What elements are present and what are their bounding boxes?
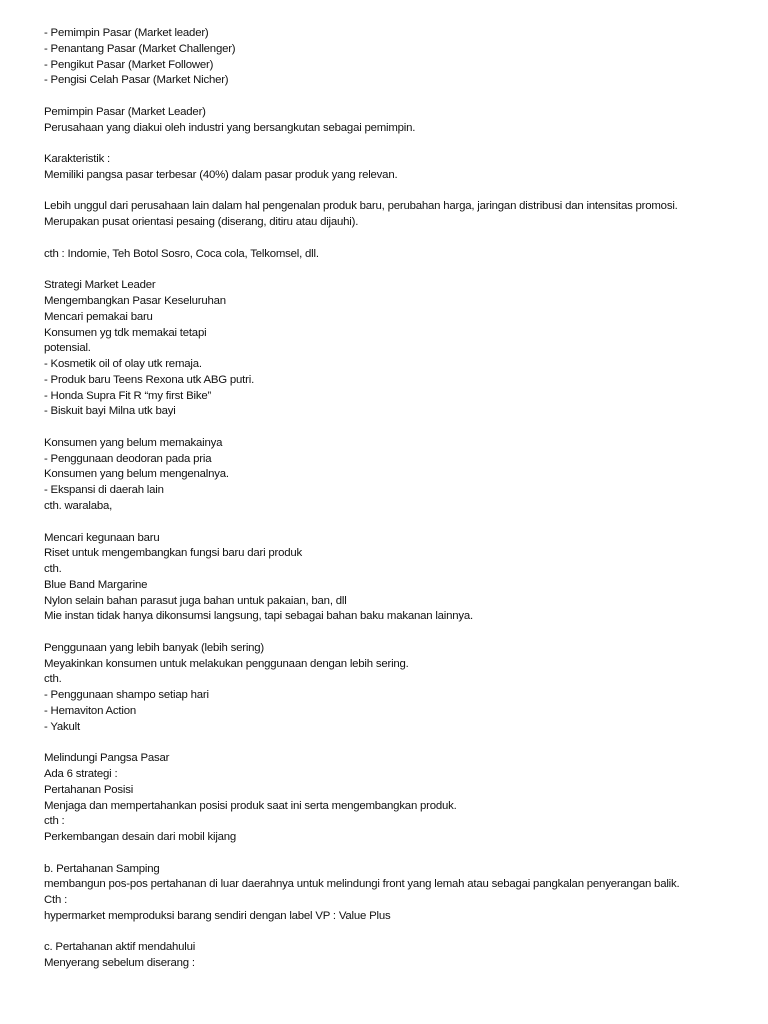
text-line: Pemimpin Pasar (Market Leader) [44, 105, 206, 118]
blank-line [44, 515, 744, 531]
text-line: Mencari pemakai baru [44, 310, 153, 323]
text-line: Mie instan tidak hanya dikonsumsi langsung, tapi sebagai bahan baku makanan lainnya. [44, 610, 473, 623]
text-line: - Penantang Pasar (Market Challenger) [44, 42, 236, 55]
text-line: hypermarket memproduksi barang sendiri dengan label VP : Value Plus [44, 909, 391, 922]
text-line: Menjaga dan mempertahankan posisi produk saat ini serta mengembangkan produk. [44, 799, 457, 812]
text-line: Merupakan pusat orientasi pesaing (diserang, ditiru atau dijauhi). [44, 216, 359, 229]
text-line: - Penggunaan shampo setiap hari [44, 689, 209, 702]
blank-line [44, 136, 744, 152]
text-line: Ada 6 strategi : [44, 767, 118, 780]
text-line: - Yakult [44, 720, 80, 733]
text-line: cth : Indomie, Teh Botol Sosro, Coca cola, Telkomsel, dll. [44, 247, 319, 260]
text-line: Penggunaan yang lebih banyak (lebih sering) [44, 641, 265, 654]
text-line: Mencari kegunaan baru [44, 531, 160, 544]
text-line: Strategi Market Leader [44, 279, 156, 292]
text-line: cth. [44, 673, 62, 686]
blank-line [44, 625, 744, 641]
blank-line [44, 420, 744, 436]
text-line: - Ekspansi di daerah lain [44, 484, 164, 497]
text-line: Riset untuk mengembangkan fungsi baru dari produk [44, 547, 303, 560]
text-line: Lebih unggul dari perusahaan lain dalam hal pengenalan produk baru, perubahan harga, jaringan distribusi dan intensitas promosi. [44, 200, 678, 213]
text-line: Perkembangan desain dari mobil kijang [44, 831, 237, 844]
text-line: membangun pos-pos pertahanan di luar daerahnya untuk melindungi front yang lemah atau sebagai pangkalan penyerangan balik. [44, 878, 680, 891]
text-line: Cth : [44, 894, 68, 907]
text-line: Melindungi Pangsa Pasar [44, 752, 170, 765]
text-line: - Produk baru Teens Rexona utk ABG putri. [44, 373, 255, 386]
text-line: - Penggunaan deodoran pada pria [44, 452, 212, 465]
text-line: - Hemaviton Action [44, 704, 136, 717]
text-line: - Biskuit bayi Milna utk bayi [44, 405, 176, 418]
blank-line [44, 925, 744, 941]
text-line: Perusahaan yang diakui oleh industri yang bersangkutan sebagai pemimpin. [44, 121, 416, 134]
text-line: Mengembangkan Pasar Keseluruhan [44, 295, 226, 308]
text-line: - Pengikut Pasar (Market Follower) [44, 58, 214, 71]
text-line: - Pengisi Celah Pasar (Market Nicher) [44, 74, 229, 87]
text-line: c. Pertahanan aktif mendahului [44, 941, 196, 954]
text-line: b. Pertahanan Samping [44, 862, 160, 875]
text-line: Menyerang sebelum diserang : [44, 957, 195, 970]
text-line: Konsumen yang belum memakainya [44, 436, 223, 449]
blank-line [44, 231, 744, 247]
blank-line [44, 262, 744, 278]
text-line: Pertahanan Posisi [44, 783, 134, 796]
text-line: Karakteristik : [44, 153, 110, 166]
blank-line [44, 184, 744, 200]
text-line: cth : [44, 815, 65, 828]
text-line: Nylon selain bahan parasut juga bahan untuk pakaian, ban, dll [44, 594, 347, 607]
text-line: Memiliki pangsa pasar terbesar (40%) dalam pasar produk yang relevan. [44, 168, 398, 181]
text-line: cth. waralaba, [44, 499, 113, 512]
text-line: potensial. [44, 342, 91, 355]
text-line: Konsumen yg tdk memakai tetapi [44, 326, 207, 339]
text-line: cth. [44, 563, 62, 576]
text-line: Konsumen yang belum mengenalnya. [44, 468, 229, 481]
text-line: Meyakinkan konsumen untuk melakukan penggunaan dengan lebih sering. [44, 657, 409, 670]
blank-line [44, 735, 744, 751]
text-line: - Kosmetik oil of olay utk remaja. [44, 358, 202, 371]
text-line: - Honda Supra Fit R “my first Bike” [44, 389, 212, 402]
document-page [44, 26, 744, 972]
blank-line [44, 89, 744, 105]
blank-line [44, 846, 744, 862]
text-line: - Pemimpin Pasar (Market leader) [44, 27, 209, 39]
text-line: Blue Band Margarine [44, 578, 148, 591]
